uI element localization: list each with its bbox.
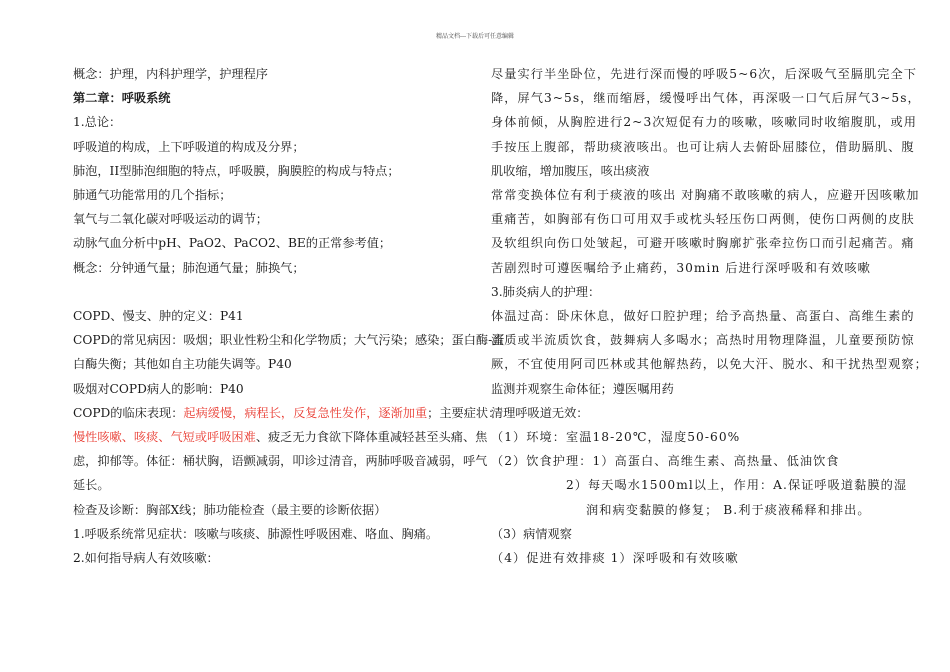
left-column [73,62,505,570]
text-line: 清理呼吸道无效： [491,405,589,420]
text-line: 2）每天喝水1500ml以上，作用：A.保证呼吸道黏膜的湿 [566,478,908,493]
text-span: ；主要症状： [427,405,501,420]
text-line: 监测并观察生命体征；遵医嘱用药 [491,381,674,396]
text-line: （3）病情观察 [491,526,572,541]
text-line: 动脉气血分析中pH、PaO2、PaCO2、BE的正常参考值； [73,236,392,251]
text-line: 厥，不宜使用阿司匹林或其他解热药，以免大汗、脱水、和干扰热型观察； [491,357,928,372]
text-line: 3.肺炎病人的护理： [491,284,601,299]
text-line: 手按压上腹部，帮助痰液咳出。也可让病人去俯卧屈膝位，借助膈肌、腹 [491,139,915,154]
text-line: 肺通气功能常用的几个指标； [73,188,232,203]
text-line: 及软组织向伤口处皱起，可避开咳嗽时胸廓扩张牵拉伤口而引起痛苦。痛 [491,236,915,251]
text-line: 吸烟对COPD病人的影响：P40 [73,381,244,396]
page-header: 精品文档---下载后可任意编辑 [435,33,515,40]
text-line: 尽量实行半坐卧位，先进行深而慢的呼吸5~6次，后深吸气至膈肌完全下 [491,67,917,81]
text-line: 第二章：呼吸系统 [73,91,171,106]
text-line: （1）环境：室温18-20℃，湿度50-60% [491,430,741,445]
text-line: 肌收缩，增加腹压，咳出痰液 [491,163,650,178]
text-line: COPD的常见病因：吸烟；职业性粉尘和化学物质；大气污染；感染；蛋白酶-蛋 [73,333,505,348]
text-line [73,425,488,449]
text-line: 延长。 [73,478,110,493]
text-line: COPD、慢支、肿的定义：P41 [73,309,244,324]
text-line: 2.如何指导病人有效咳嗽： [73,551,219,566]
text-line: 白酶失衡；其他如自主功能失调等。P40 [73,357,292,372]
text-line: 1.呼吸系统常见症状：咳嗽与咳痰、肺源性呼吸困难、咯血、胸痛。 [73,526,439,541]
text-line: 检查及诊断：胸部X线；肺功能检查（最主要的诊断依据） [73,502,387,517]
right-column [491,62,928,570]
text-line: 肺泡，II型肺泡细胞的特点，呼吸膜，胸膜腔的构成与特点； [73,163,400,178]
text-line: 重痛苦，如胸部有伤口可用双手或枕头轻压伤口两侧，使伤口两侧的皮肤 [491,212,915,227]
highlighted-text: 慢性咳嗽、咳痰、气短或呼吸困难 [73,430,256,445]
text-line: 概念：护理，内科护理学，护理程序 [73,67,268,81]
text-line [73,401,501,425]
text-span: COPD的临床表现： [73,405,184,420]
text-line: 概念：分钟通气量；肺泡通气量；肺换气； [73,260,305,275]
blank-line [73,280,468,304]
text-line: 润和病变黏膜的修复； B.利于痰液稀释和排出。 [586,502,871,517]
text-line: 呼吸道的构成，上下呼吸道的构成及分界； [73,139,305,154]
text-line: 常常变换体位有利于痰液的咳出 对胸痛不敢咳嗽的病人，应避开因咳嗽加 [491,188,920,203]
text-line: 降，屏气3~5s，继而缩唇，缓慢呼出气体，再深吸一口气后屏气3~5s， [491,91,921,106]
text-line: 身体前倾，从胸腔进行2~3次短促有力的咳嗽，咳嗽同时收缩腹肌，或用 [491,115,917,130]
text-span: 、疲乏无力食欲下降体重减轻甚至头痛、焦 [255,430,488,445]
text-line: 氧气与二氧化碳对呼吸运动的调节； [73,212,268,227]
text-line: 体温过高：卧床休息，做好口腔护理；给予高热量、高蛋白、高维生素的 [491,309,915,324]
text-line: （4）促进有效排痰 1）深呼吸和有效咳嗽 [491,551,739,566]
text-line: 流质或半流质饮食，鼓舞病人多喝水；高热时用物理降温，儿童要预防惊 [491,333,915,348]
text-line: 虑，抑郁等。体征：桶状胸，语颤减弱，叩诊过清音，两肺呼吸音减弱，呼气 [73,454,488,469]
highlighted-text: 起病缓慢，病程长，反复急性发作，逐渐加重 [183,405,428,420]
text-line: 1.总论： [73,115,122,130]
text-line: 苦剧烈时可遵医嘱给予止痛药，30min 后进行深呼吸和有效咳嗽 [491,260,871,275]
text-line: （2）饮食护理：1）高蛋白、高维生素、高热量、低油饮食 [491,454,840,469]
